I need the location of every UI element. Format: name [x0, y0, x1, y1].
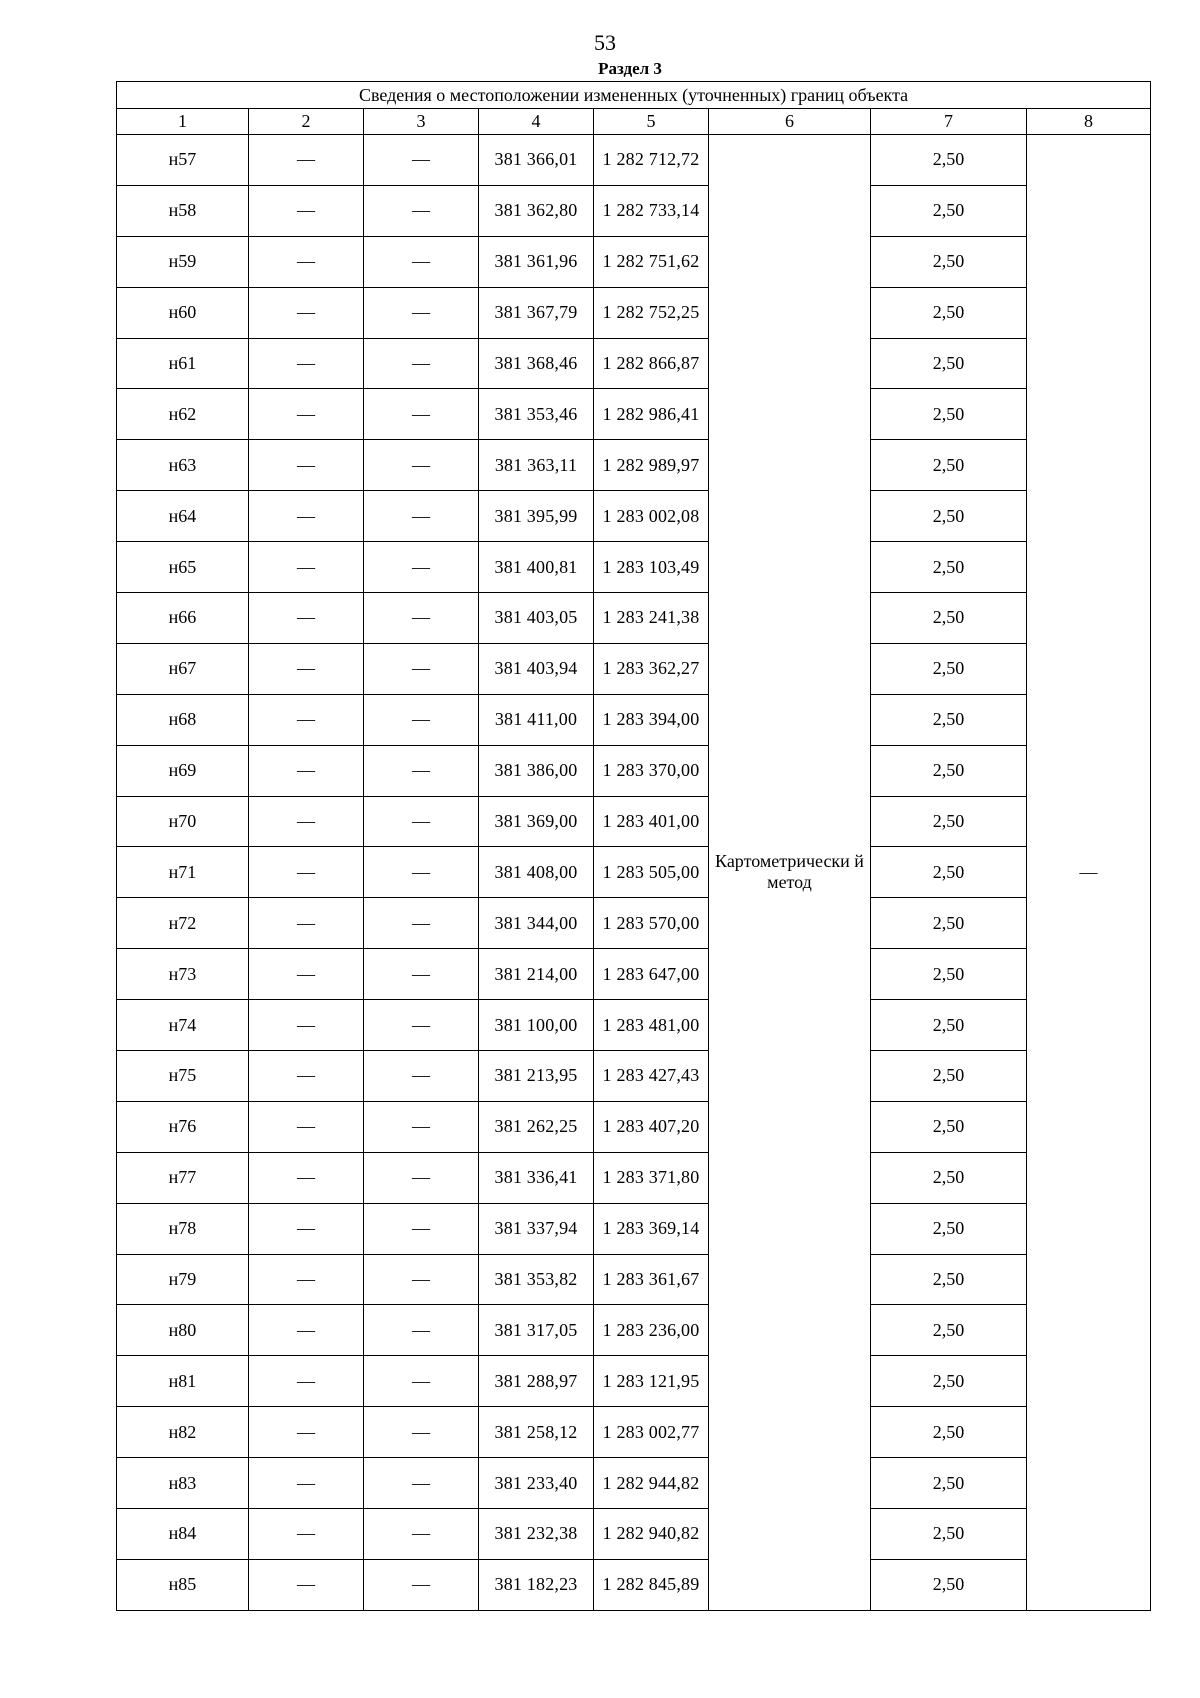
y-coordinate-cell: 1 282 751,62: [594, 236, 709, 287]
accuracy-cell: 2,50: [871, 1407, 1027, 1458]
point-cell: н68: [117, 694, 249, 745]
x-coordinate-cell: 381 353,46: [479, 389, 594, 440]
col3-cell: —: [364, 1152, 479, 1203]
y-coordinate-cell: 1 283 236,00: [594, 1305, 709, 1356]
table-row: [117, 1152, 1151, 1203]
table-caption: Сведения о местоположении измененных (уточненных) границ объекта: [117, 82, 1151, 109]
y-coordinate-cell: 1 283 369,14: [594, 1203, 709, 1254]
accuracy-cell: 2,50: [871, 796, 1027, 847]
accuracy-cell: 2,50: [871, 643, 1027, 694]
x-coordinate-cell: 381 367,79: [479, 287, 594, 338]
x-coordinate-cell: 381 182,23: [479, 1559, 594, 1610]
point-cell: н80: [117, 1305, 249, 1356]
point-cell: н75: [117, 1051, 249, 1102]
y-coordinate-cell: 1 282 845,89: [594, 1559, 709, 1610]
column-header-3: 3: [364, 109, 479, 135]
column-header-2: 2: [249, 109, 364, 135]
table-row: [117, 440, 1151, 491]
col3-cell: —: [364, 236, 479, 287]
y-coordinate-cell: 1 282 866,87: [594, 338, 709, 389]
col3-cell: —: [364, 1254, 479, 1305]
accuracy-cell: 2,50: [871, 1101, 1027, 1152]
col3-cell: —: [364, 593, 479, 644]
table-row: [117, 389, 1151, 440]
accuracy-cell: 2,50: [871, 236, 1027, 287]
accuracy-cell: 2,50: [871, 1051, 1027, 1102]
point-cell: н59: [117, 236, 249, 287]
table-row: [117, 1559, 1151, 1610]
table-row: [117, 135, 1151, 186]
y-coordinate-cell: 1 283 002,77: [594, 1407, 709, 1458]
col2-cell: —: [249, 1101, 364, 1152]
y-coordinate-cell: 1 282 733,14: [594, 185, 709, 236]
table-row: [117, 1407, 1151, 1458]
accuracy-cell: 2,50: [871, 949, 1027, 1000]
col3-cell: —: [364, 694, 479, 745]
accuracy-cell: 2,50: [871, 745, 1027, 796]
accuracy-cell: 2,50: [871, 1000, 1027, 1051]
col2-cell: —: [249, 898, 364, 949]
col3-cell: —: [364, 1000, 479, 1051]
x-coordinate-cell: 381 214,00: [479, 949, 594, 1000]
col2-cell: —: [249, 440, 364, 491]
col2-cell: —: [249, 1559, 364, 1610]
y-coordinate-cell: 1 283 241,38: [594, 593, 709, 644]
x-coordinate-cell: 381 408,00: [479, 847, 594, 898]
x-coordinate-cell: 381 369,00: [479, 796, 594, 847]
accuracy-cell: 2,50: [871, 1305, 1027, 1356]
accuracy-cell: 2,50: [871, 694, 1027, 745]
col3-cell: —: [364, 898, 479, 949]
column-header-row: [117, 109, 1151, 135]
y-coordinate-cell: 1 283 394,00: [594, 694, 709, 745]
table-row: [117, 898, 1151, 949]
y-coordinate-cell: 1 283 362,27: [594, 643, 709, 694]
col2-cell: —: [249, 338, 364, 389]
x-coordinate-cell: 381 344,00: [479, 898, 594, 949]
col3-cell: —: [364, 338, 479, 389]
col2-cell: —: [249, 542, 364, 593]
point-cell: н66: [117, 593, 249, 644]
col3-cell: —: [364, 1356, 479, 1407]
x-coordinate-cell: 381 233,40: [479, 1458, 594, 1509]
y-coordinate-cell: 1 283 647,00: [594, 949, 709, 1000]
col2-cell: —: [249, 796, 364, 847]
accuracy-cell: 2,50: [871, 1203, 1027, 1254]
point-cell: н69: [117, 745, 249, 796]
x-coordinate-cell: 381 368,46: [479, 338, 594, 389]
col2-cell: —: [249, 694, 364, 745]
point-cell: н70: [117, 796, 249, 847]
col3-cell: —: [364, 491, 479, 542]
point-cell: н67: [117, 643, 249, 694]
x-coordinate-cell: 381 353,82: [479, 1254, 594, 1305]
x-coordinate-cell: 381 400,81: [479, 542, 594, 593]
y-coordinate-cell: 1 282 986,41: [594, 389, 709, 440]
table-row: [117, 491, 1151, 542]
accuracy-cell: 2,50: [871, 1458, 1027, 1509]
point-cell: н83: [117, 1458, 249, 1509]
col3-cell: —: [364, 542, 479, 593]
x-coordinate-cell: 381 288,97: [479, 1356, 594, 1407]
point-cell: н58: [117, 185, 249, 236]
col3-cell: —: [364, 1101, 479, 1152]
x-coordinate-cell: 381 411,00: [479, 694, 594, 745]
point-cell: н76: [117, 1101, 249, 1152]
col2-cell: —: [249, 745, 364, 796]
point-cell: н60: [117, 287, 249, 338]
accuracy-cell: 2,50: [871, 593, 1027, 644]
y-coordinate-cell: 1 283 481,00: [594, 1000, 709, 1051]
col2-cell: —: [249, 135, 364, 186]
col2-cell: —: [249, 1509, 364, 1560]
point-cell: н63: [117, 440, 249, 491]
col2-cell: —: [249, 1305, 364, 1356]
x-coordinate-cell: 381 100,00: [479, 1000, 594, 1051]
point-cell: н65: [117, 542, 249, 593]
x-coordinate-cell: 381 395,99: [479, 491, 594, 542]
col2-cell: —: [249, 236, 364, 287]
column-header-6: 6: [709, 109, 871, 135]
accuracy-cell: 2,50: [871, 542, 1027, 593]
point-cell: н71: [117, 847, 249, 898]
point-cell: н72: [117, 898, 249, 949]
point-cell: н74: [117, 1000, 249, 1051]
point-cell: н64: [117, 491, 249, 542]
col2-cell: —: [249, 491, 364, 542]
col3-cell: —: [364, 847, 479, 898]
y-coordinate-cell: 1 283 505,00: [594, 847, 709, 898]
y-coordinate-cell: 1 283 361,67: [594, 1254, 709, 1305]
table-row: [117, 593, 1151, 644]
column8-cell: —: [1027, 135, 1151, 1611]
page-number: 53: [594, 30, 616, 55]
accuracy-cell: 2,50: [871, 287, 1027, 338]
accuracy-cell: 2,50: [871, 440, 1027, 491]
col2-cell: —: [249, 1000, 364, 1051]
table-row: [117, 643, 1151, 694]
point-cell: н62: [117, 389, 249, 440]
y-coordinate-cell: 1 282 940,82: [594, 1509, 709, 1560]
table-row: [117, 1509, 1151, 1560]
table-row: [117, 1000, 1151, 1051]
accuracy-cell: 2,50: [871, 1509, 1027, 1560]
accuracy-cell: 2,50: [871, 185, 1027, 236]
col3-cell: —: [364, 796, 479, 847]
table-row: [117, 1305, 1151, 1356]
accuracy-cell: 2,50: [871, 338, 1027, 389]
x-coordinate-cell: 381 403,05: [479, 593, 594, 644]
section-title: Раздел 3: [598, 59, 662, 78]
x-coordinate-cell: 381 386,00: [479, 745, 594, 796]
y-coordinate-cell: 1 283 407,20: [594, 1101, 709, 1152]
y-coordinate-cell: 1 282 944,82: [594, 1458, 709, 1509]
col2-cell: —: [249, 389, 364, 440]
point-cell: н77: [117, 1152, 249, 1203]
column-header-5: 5: [594, 109, 709, 135]
table-row: [117, 745, 1151, 796]
accuracy-cell: 2,50: [871, 491, 1027, 542]
method-cell: Картометрически й метод: [709, 135, 871, 1611]
x-coordinate-cell: 381 337,94: [479, 1203, 594, 1254]
accuracy-cell: 2,50: [871, 1559, 1027, 1610]
table-row: [117, 1356, 1151, 1407]
col2-cell: —: [249, 1051, 364, 1102]
table-row: [117, 236, 1151, 287]
y-coordinate-cell: 1 283 401,00: [594, 796, 709, 847]
accuracy-cell: 2,50: [871, 1356, 1027, 1407]
y-coordinate-cell: 1 283 370,00: [594, 745, 709, 796]
y-coordinate-cell: 1 283 427,43: [594, 1051, 709, 1102]
point-cell: н78: [117, 1203, 249, 1254]
x-coordinate-cell: 381 262,25: [479, 1101, 594, 1152]
table-row: [117, 847, 1151, 898]
x-coordinate-cell: 381 361,96: [479, 236, 594, 287]
x-coordinate-cell: 381 317,05: [479, 1305, 594, 1356]
point-cell: н84: [117, 1509, 249, 1560]
col3-cell: —: [364, 643, 479, 694]
col3-cell: —: [364, 135, 479, 186]
table-row: [117, 1458, 1151, 1509]
col2-cell: —: [249, 1254, 364, 1305]
y-coordinate-cell: 1 283 570,00: [594, 898, 709, 949]
x-coordinate-cell: 381 336,41: [479, 1152, 594, 1203]
table-row: [117, 1203, 1151, 1254]
col2-cell: —: [249, 1458, 364, 1509]
table-row: [117, 185, 1151, 236]
x-coordinate-cell: 381 213,95: [479, 1051, 594, 1102]
col2-cell: —: [249, 643, 364, 694]
col3-cell: —: [364, 949, 479, 1000]
x-coordinate-cell: 381 403,94: [479, 643, 594, 694]
col2-cell: —: [249, 1203, 364, 1254]
col3-cell: —: [364, 1458, 479, 1509]
table-row: [117, 1101, 1151, 1152]
col2-cell: —: [249, 185, 364, 236]
col2-cell: —: [249, 1356, 364, 1407]
accuracy-cell: 2,50: [871, 898, 1027, 949]
table-row: [117, 1254, 1151, 1305]
col3-cell: —: [364, 1203, 479, 1254]
col3-cell: —: [364, 1051, 479, 1102]
col2-cell: —: [249, 847, 364, 898]
accuracy-cell: 2,50: [871, 847, 1027, 898]
col2-cell: —: [249, 1407, 364, 1458]
col2-cell: —: [249, 949, 364, 1000]
table-row: [117, 542, 1151, 593]
x-coordinate-cell: 381 258,12: [479, 1407, 594, 1458]
y-coordinate-cell: 1 282 712,72: [594, 135, 709, 186]
col3-cell: —: [364, 287, 479, 338]
col3-cell: —: [364, 1305, 479, 1356]
table-row: [117, 694, 1151, 745]
accuracy-cell: 2,50: [871, 135, 1027, 186]
col3-cell: —: [364, 1509, 479, 1560]
point-cell: н79: [117, 1254, 249, 1305]
col3-cell: —: [364, 745, 479, 796]
point-cell: н57: [117, 135, 249, 186]
y-coordinate-cell: 1 283 103,49: [594, 542, 709, 593]
col3-cell: —: [364, 185, 479, 236]
table-row: [117, 1051, 1151, 1102]
col3-cell: —: [364, 440, 479, 491]
x-coordinate-cell: 381 362,80: [479, 185, 594, 236]
table-row: [117, 796, 1151, 847]
point-cell: н61: [117, 338, 249, 389]
col2-cell: —: [249, 287, 364, 338]
col3-cell: —: [364, 389, 479, 440]
col3-cell: —: [364, 1407, 479, 1458]
col2-cell: —: [249, 593, 364, 644]
col2-cell: —: [249, 1152, 364, 1203]
column-header-7: 7: [871, 109, 1027, 135]
table-body: [117, 135, 1151, 1611]
y-coordinate-cell: 1 283 121,95: [594, 1356, 709, 1407]
x-coordinate-cell: 381 366,01: [479, 135, 594, 186]
table-row: [117, 287, 1151, 338]
point-cell: н82: [117, 1407, 249, 1458]
column-header-4: 4: [479, 109, 594, 135]
col3-cell: —: [364, 1559, 479, 1610]
table-row: [117, 949, 1151, 1000]
x-coordinate-cell: 381 363,11: [479, 440, 594, 491]
accuracy-cell: 2,50: [871, 389, 1027, 440]
column-header-8: 8: [1027, 109, 1151, 135]
y-coordinate-cell: 1 283 002,08: [594, 491, 709, 542]
y-coordinate-cell: 1 282 752,25: [594, 287, 709, 338]
point-cell: н85: [117, 1559, 249, 1610]
y-coordinate-cell: 1 283 371,80: [594, 1152, 709, 1203]
column-header-1: 1: [117, 109, 249, 135]
accuracy-cell: 2,50: [871, 1152, 1027, 1203]
x-coordinate-cell: 381 232,38: [479, 1509, 594, 1560]
point-cell: н73: [117, 949, 249, 1000]
coordinates-table: [116, 81, 1151, 1611]
table-row: [117, 338, 1151, 389]
accuracy-cell: 2,50: [871, 1254, 1027, 1305]
y-coordinate-cell: 1 282 989,97: [594, 440, 709, 491]
point-cell: н81: [117, 1356, 249, 1407]
